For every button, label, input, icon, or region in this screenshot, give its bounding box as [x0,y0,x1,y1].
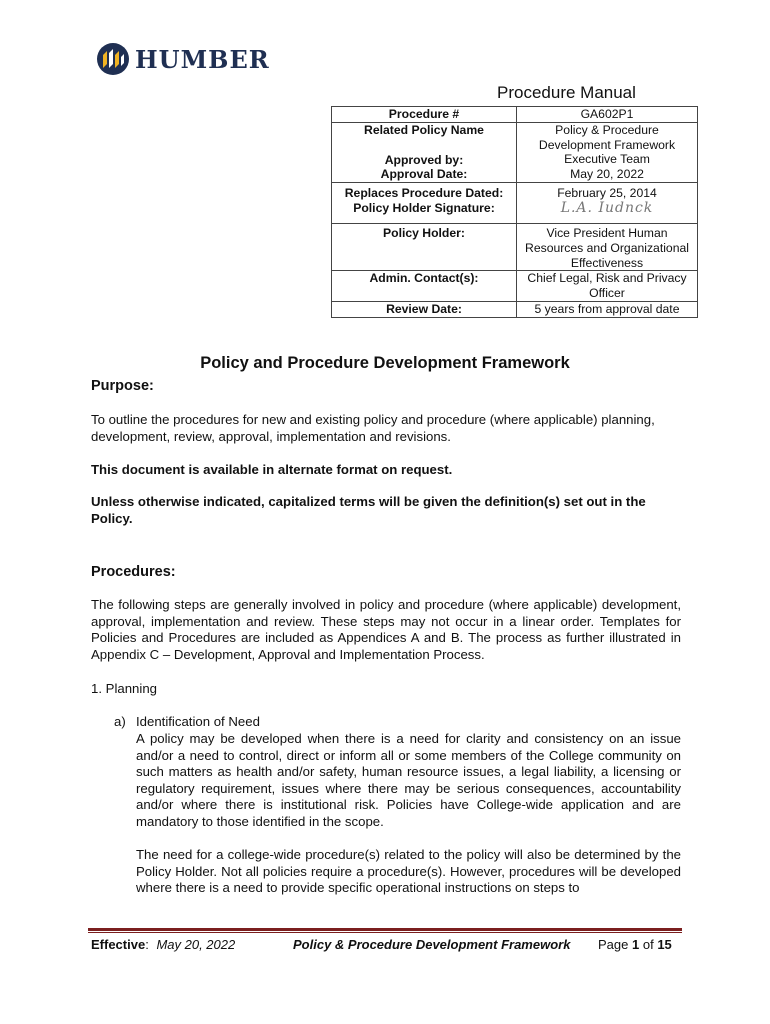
humber-logo [96,40,270,78]
procedure-number-label: Procedure # [332,107,517,123]
approved-by-value: Executive Team [564,152,650,167]
policy-holder-label: Policy Holder: [332,223,517,270]
footer-effective-label: Effective [91,937,146,952]
admin-contact-label: Admin. Contact(s): [332,271,517,302]
step-1a-paragraph-1: A policy may be developed when there is a need for clarity and consistency on an issue and/or a need to control, direct or inform all or some members of the College community on such matters as health and/or safety, human resource issues, a legal liability, a licensing or regulatory requirement, issues where there may be serious consequences, accountability and/or where there is institutional risk. Policies have College-wide application and are mandatory to those identified in the scope. [136,731,681,829]
alternate-format-notice: This document is available in alternate format on request. [91,462,453,477]
approval-date-label: Approval Date: [380,167,468,182]
policy-holder-value: Vice President Human Resources and Organizational Effectiveness [517,223,698,270]
procedures-heading: Procedures: [91,564,176,580]
replaces-label: Replaces Procedure Dated: Policy Holder Signature: [332,183,517,224]
signature-label: Policy Holder Signature: [353,200,495,215]
procedures-intro: The following steps are generally involved in policy and procedure (where applicable) development, approval, implementation and review. These steps may not occur in a linear order. Templates for Policies and Procedures are included as Appendices A and B. The process as further illustrated in Appendix C – Development, Approval and Implementation Process. [91,597,681,662]
review-date-value: 5 years from approval date [517,301,698,317]
step-1a-title: Identification of Need [136,714,260,729]
table-row [332,107,698,123]
related-policy-label: Related Policy Name Approved by: Approval Date: [332,122,517,182]
table-row [332,223,698,270]
table-row [332,301,698,317]
footer-effective: Effective: May 20, 2022 [91,937,236,952]
definitions-note: Unless otherwise indicated, capitalized terms will be given the definition(s) set out in the Policy. [91,494,646,526]
approval-date-value: May 20, 2022 [570,167,644,182]
purpose-heading: Purpose: [91,378,154,394]
related-policy-value: Policy & Procedure Development Framework Executive Team May 20, 2022 [517,122,698,182]
manual-title: Procedure Manual [497,83,636,102]
table-row [332,183,698,224]
footer-document-name: Policy & Procedure Development Framework [293,937,571,952]
footer-page-number: Page 1 of 15 [598,937,672,952]
footer-rule [88,928,682,931]
approved-by-label: Approved by: [384,152,464,167]
purpose-text: To outline the procedures for new and existing policy and procedure (where applicable) planning, development, review, approval, implementation and revisions. [91,412,655,444]
step-1a-marker: a) [114,714,126,729]
procedure-metadata-table [331,106,698,318]
humber-emblem-icon [96,41,130,77]
table-row [332,122,698,182]
procedure-number-value: GA602P1 [517,107,698,123]
document-title: Policy and Procedure Development Framework [200,354,570,372]
policy-holder-signature: L.A. Iudnck [560,199,654,216]
replaces-value: February 25, 2014 L.A. Iudnck [517,183,698,224]
footer-rule-thin [88,932,682,933]
table-row [332,271,698,302]
admin-contact-value: Chief Legal, Risk and Privacy Officer [517,271,698,302]
step-1-heading: 1. Planning [91,681,157,696]
footer-effective-date: May 20, 2022 [156,937,236,952]
review-date-label: Review Date: [332,301,517,317]
logo-wordmark: HUMBER [135,44,270,74]
step-1a-paragraph-2: The need for a college-wide procedure(s) related to the policy will also be determined by the Policy Holder. Not all policies require a procedure(s). However, procedures will be developed where there is a need to provide specific operational instructions on steps to [136,847,681,896]
